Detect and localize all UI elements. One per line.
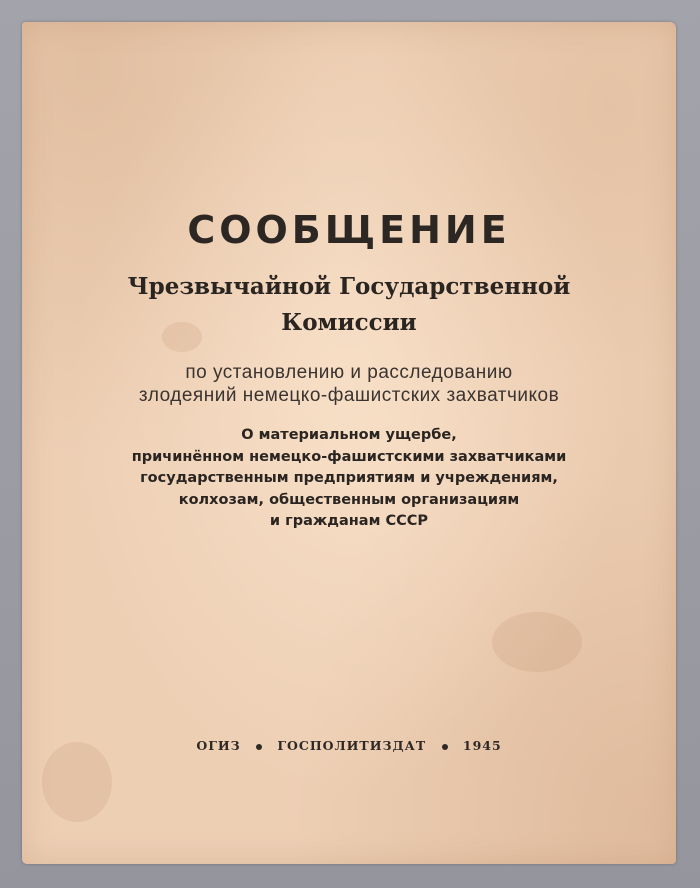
separator-dot-icon (442, 744, 448, 750)
publisher-imprint (22, 738, 676, 753)
paper-stain (42, 742, 112, 822)
report-subject-line-5: и гражданам СССР (269, 513, 429, 529)
report-subject-line-3: государственным предприятиям и учреждениям, (140, 470, 558, 486)
paper-stain (492, 612, 582, 672)
commission-purpose-line-1: по установлению и расследованию (185, 362, 513, 383)
report-subject-line-2: причинённом немецко-фашистскими захватчиками (131, 449, 567, 465)
report-subject-line-1: О материальном ущербе, (241, 427, 457, 443)
commission-purpose-line-2: злодеяний немецко-фашистских захватчиков (138, 385, 560, 406)
publisher-ogiz: ОГИЗ (196, 738, 241, 753)
publisher-gospolitizdat: ГОСПОЛИТИЗДАТ (277, 738, 427, 753)
publication-year: 1945 (462, 738, 502, 753)
separator-dot-icon (256, 744, 262, 750)
report-subject-line-4: колхозам, общественным организациям (178, 492, 520, 508)
document-title: СООБЩЕНИЕ (187, 208, 511, 252)
commission-name-line-2: Комиссии (281, 309, 417, 336)
document-cover (22, 22, 676, 864)
commission-name-line-1: Чрезвычайной Государственной (127, 273, 571, 300)
